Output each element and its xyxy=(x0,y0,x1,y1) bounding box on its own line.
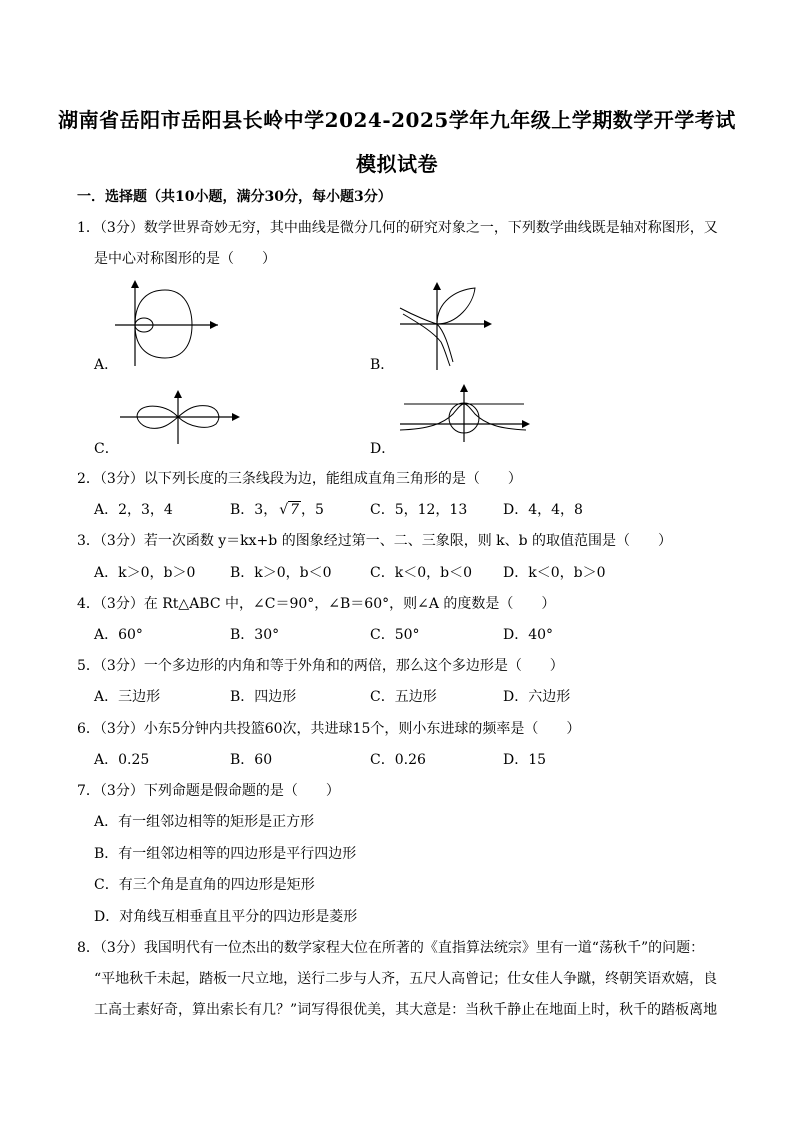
section-heading: 一．选择题（共10小题，满分30分，每小题3分） xyxy=(77,189,392,205)
q5-option-c: C．五边形 xyxy=(370,689,437,705)
q3-option-a: A．k＞0，b＞0 xyxy=(94,565,196,581)
q2-stem: 2．（3分）以下列长度的三条线段为边，能组成直角三角形的是（ ） xyxy=(77,471,522,487)
q2-option-b-radicand: 7 xyxy=(290,502,300,518)
q6-option-b: B．60 xyxy=(230,752,273,768)
q3-option-c: C．k＜0，b＜0 xyxy=(370,565,472,581)
q1-figure-c xyxy=(118,388,243,446)
q7-option-a: A．有一组邻边相等的矩形是正方形 xyxy=(94,814,315,830)
q8-stem-line1: 8．（3分）我国明代有一位杰出的数学家程大位在所著的《直指算法统宗》里有一道“荡秋千”的问题： xyxy=(77,940,705,956)
q7-option-c: C．有三个角是直角的四边形是矩形 xyxy=(94,877,315,893)
q3-stem: 3．（3分）若一次函数 y＝kx+b 的图象经过第一、二、三象限，则 k、b 的取值范围是（ ） xyxy=(77,533,673,549)
q8-stem-line3: 工高士素好奇，算出索长有几？”词写得很优美，其大意是：当秋千静止在地面上时，秋千的踏板离地 xyxy=(94,1002,718,1018)
q1-stem-line1: 1．（3分）数学世界奇妙无穷，其中曲线是微分几何的研究对象之一，下列数学曲线既是轴对称图形，又 xyxy=(77,220,718,236)
q1-option-b: B． xyxy=(370,357,395,373)
q6-option-a: A．0.25 xyxy=(94,752,150,768)
q1-figure-a xyxy=(110,278,225,368)
q6-stem: 6．（3分）小东5分钟内共投篮60次，共进球15个，则小东进球的频率是（ ） xyxy=(77,721,581,737)
q4-option-d: D．40° xyxy=(503,627,554,643)
q4-option-a: A．60° xyxy=(94,627,143,643)
q7-stem: 7．（3分）下列命题是假命题的是（ ） xyxy=(77,783,340,799)
q5-option-a: A．三边形 xyxy=(94,689,161,705)
q2-option-b-suffix: ，5 xyxy=(301,502,324,518)
q5-stem: 5．（3分）一个多边形的内角和等于外角和的两倍，那么这个多边形是（ ） xyxy=(77,658,564,674)
q2-option-c: C．5，12，13 xyxy=(370,502,468,518)
q1-option-c: C． xyxy=(94,441,119,457)
q6-option-d: D．15 xyxy=(503,752,547,768)
q5-option-d: D．六边形 xyxy=(503,689,571,705)
q2-option-b xyxy=(230,499,324,519)
q7-option-b: B．有一组邻边相等的四边形是平行四边形 xyxy=(94,846,357,862)
q1-figure-b xyxy=(395,280,495,372)
q1-figure-d xyxy=(398,384,533,444)
q7-option-d: D．对角线互相垂直且平分的四边形是菱形 xyxy=(94,909,358,925)
q1-option-a: A． xyxy=(94,357,119,373)
sqrt-symbol: √ 7 xyxy=(279,502,300,518)
q5-option-b: B．四边形 xyxy=(230,689,297,705)
q1-option-d: D． xyxy=(370,441,396,457)
exam-title-line1: 湖南省岳阳市岳阳县长岭中学2024-2025学年九年级上学期数学开学考试 xyxy=(58,108,736,132)
q8-stem-line2: “平地秋千未起，踏板一尺立地，送行二步与人齐，五尺人高曾记；仕女佳人争蹴，终朝笑语欢嬉，良 xyxy=(94,971,718,987)
q3-option-d: D．k＜0，b＞0 xyxy=(503,565,606,581)
q3-option-b: B．k＞0，b＜0 xyxy=(230,565,332,581)
q2-option-a: A．2，3，4 xyxy=(94,502,173,518)
q4-option-c: C．50° xyxy=(370,627,420,643)
q2-option-d: D．4，4，8 xyxy=(503,502,583,518)
q2-option-b-prefix: B．3， xyxy=(230,502,278,518)
q4-stem: 4．（3分）在 Rt△ABC 中，∠C＝90°，∠B＝60°，则∠A 的度数是（ ） xyxy=(77,596,556,612)
q1-stem-line2: 是中心对称图形的是（ ） xyxy=(94,251,276,267)
exam-title-line2: 模拟试卷 xyxy=(356,152,438,176)
q4-option-b: B．30° xyxy=(230,627,280,643)
q6-option-c: C．0.26 xyxy=(370,752,426,768)
